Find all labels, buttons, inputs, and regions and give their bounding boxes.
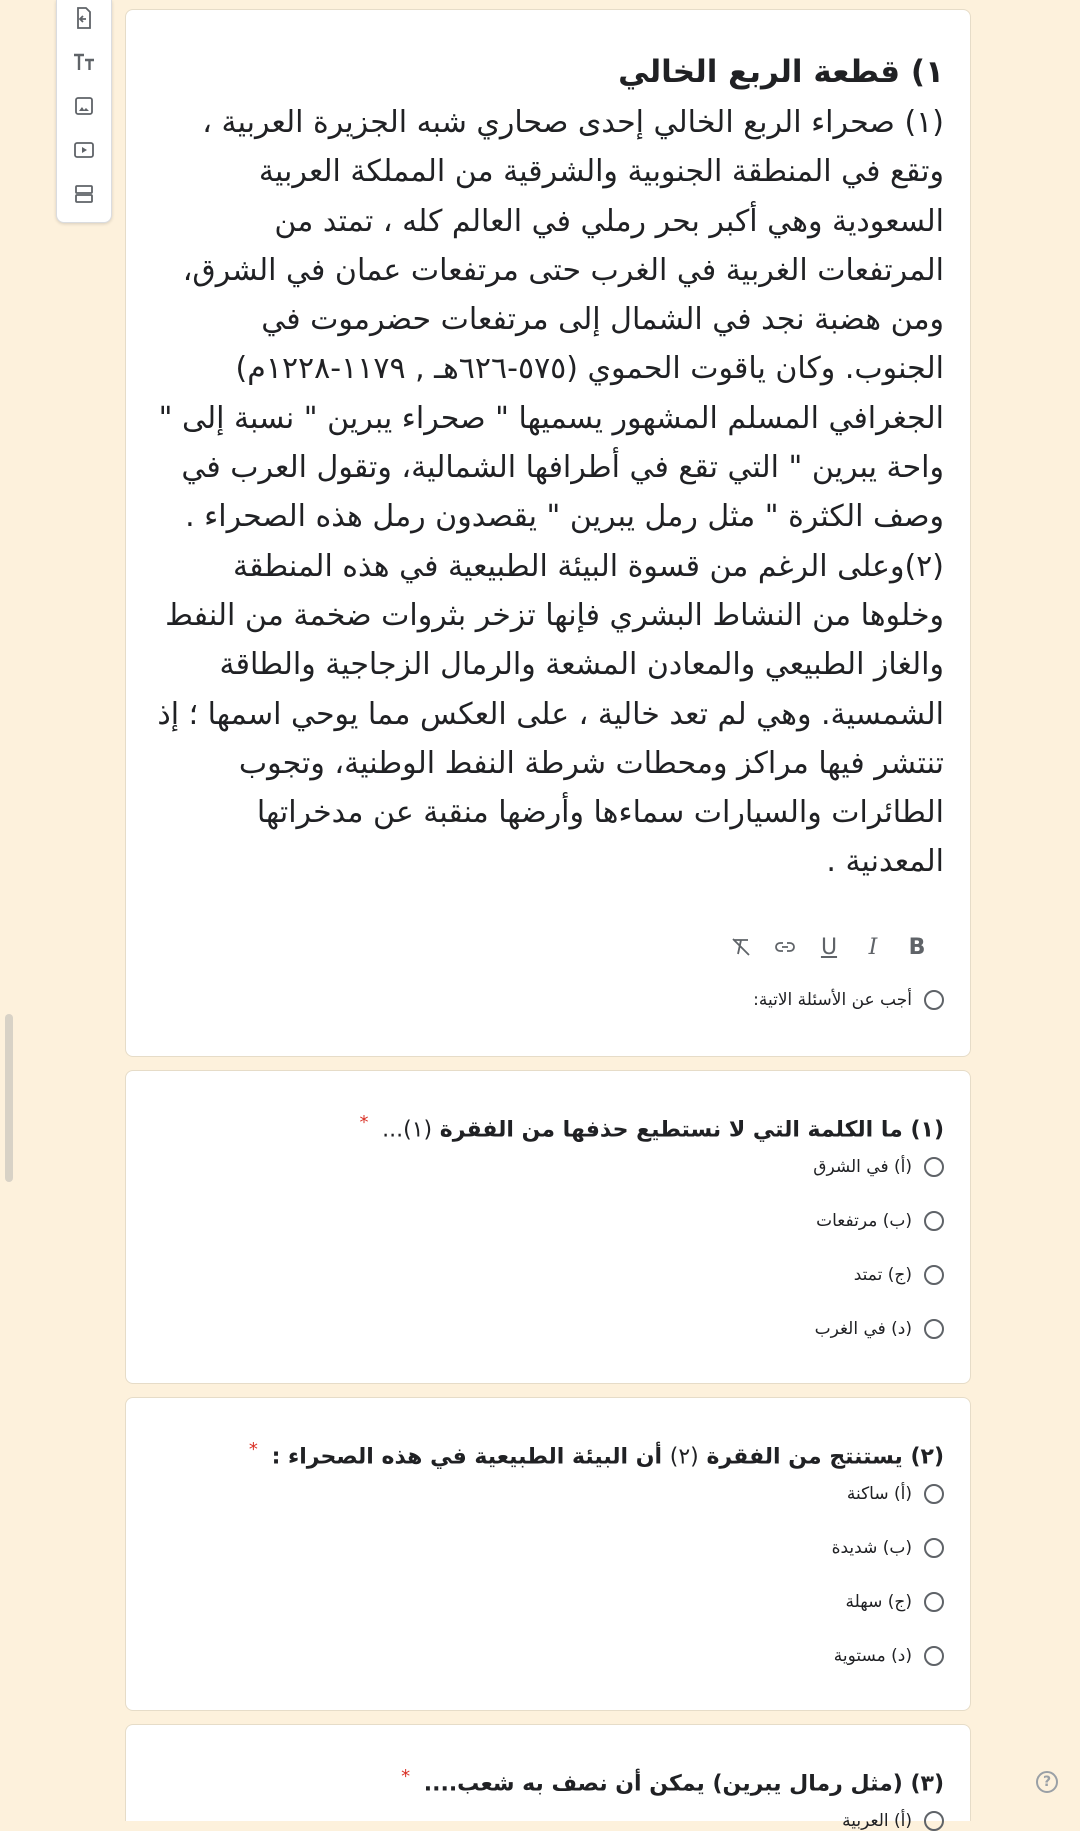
question-text: ما الكلمة التي لا نستطيع حذفها من الفقرة	[439, 1117, 903, 1143]
question-suffix: (١)...	[382, 1117, 433, 1143]
option-c[interactable]	[854, 1265, 944, 1285]
radio-button[interactable]	[924, 1319, 944, 1339]
passage-text	[156, 98, 944, 887]
option-a[interactable]	[813, 1157, 944, 1177]
option-d[interactable]	[834, 1646, 944, 1666]
radio-button[interactable]	[924, 1484, 944, 1504]
required-asterisk: *	[401, 1766, 411, 1787]
question-text-2: أن البيئة الطبيعية في هذه الصحراء :	[271, 1444, 663, 1470]
option-label: أجب عن الأسئلة الاتية:	[753, 990, 912, 1010]
question-number: (١)	[910, 1117, 944, 1143]
option-label: (ج) تمتد	[853, 1265, 912, 1285]
option-a[interactable]	[847, 1484, 944, 1504]
radio-button[interactable]	[924, 1211, 944, 1231]
option-label: (د) مستوية	[833, 1646, 912, 1666]
question-title	[166, 1434, 944, 1473]
radio-option[interactable]	[753, 990, 944, 1010]
question-title	[166, 1107, 944, 1146]
add-section-icon[interactable]	[57, 174, 111, 214]
question-card-3[interactable]	[125, 1724, 971, 1831]
passage-paragraph-2: (٢)وعلى الرغم من قسوة البيئة الطبيعية في هذه المنطقة وخلوها من النشاط البشري فإنها تزخر بثروات ضخمة من النفط والغاز الطبيعي والمعادن المشعة والرمال الزجاجية والطاقة الشمسية. وهي لم تعد خالية ، على العكس مما يوحي اسمها ؛ إذ تنتشر فيها مراكز ومحطات شرطة النفط الوطنية، وتجوب الطائرات والسيارات سماءها وأرضها منقبة عن مدخراتها المعدنية .	[157, 548, 944, 880]
scrollbar[interactable]	[5, 1014, 13, 1182]
required-asterisk: *	[359, 1112, 369, 1133]
question-number: (٢)	[910, 1444, 944, 1470]
option-label: (أ) ساكنة	[846, 1484, 912, 1504]
radio-button[interactable]	[924, 1265, 944, 1285]
italic-icon[interactable]: I	[868, 934, 878, 960]
clear-format-icon[interactable]	[728, 934, 754, 960]
add-title-icon[interactable]	[57, 42, 111, 82]
option-b[interactable]	[832, 1538, 944, 1558]
underline-icon[interactable]: U	[820, 934, 838, 960]
required-asterisk: *	[248, 1439, 258, 1460]
option-label: (ب) مرتفعات	[816, 1211, 912, 1231]
option-b[interactable]	[816, 1211, 944, 1231]
import-questions-icon[interactable]	[57, 0, 111, 38]
option-c[interactable]	[846, 1592, 944, 1612]
question-card-2[interactable]	[125, 1397, 971, 1711]
add-video-icon[interactable]	[57, 130, 111, 170]
passage-paragraph-1: (١) صحراء الربع الخالي إحدى صحاري شبه الجزيرة العربية ، وتقع في المنطقة الجنوبية والشرقية من المملكة العربية السعودية وهي أكبر بحر رملي في العالم كله ، تمتد من المرتفعات الغربية في الغرب حتى مرتفعات عمان في الشرق، ومن هضبة نجد في الشمال إلى مرتفعات حضرموت في الجنوب. وكان ياقوت الحموي (٥٧٥-٦٢٦هـ , ١١٧٩-١٢٢٨م) الجغرافي المسلم المشهور يسميها " صحراء يبرين " نسبة إلى " واحة يبرين " التي تقع في أطرافها الشمالية، وتقول العرب في وصف الكثرة " مثل رمل يبرين " يقصدون رمل هذه الصحراء .	[158, 105, 944, 535]
floating-toolbar	[56, 0, 112, 223]
passage-title: ١) قطعة الربع الخالي	[618, 54, 944, 90]
radio-button[interactable]	[924, 1157, 944, 1177]
question-text: (مثل رمال يبرين) يمكن أن نصف به شعب....	[423, 1771, 903, 1797]
add-image-icon[interactable]	[57, 86, 111, 126]
option-label: (ج) سهلة	[845, 1592, 912, 1612]
radio-button[interactable]	[924, 1592, 944, 1612]
option-a[interactable]	[842, 1811, 944, 1831]
radio-button[interactable]	[924, 990, 944, 1010]
question-number: (٣)	[910, 1771, 944, 1797]
radio-button[interactable]	[924, 1646, 944, 1666]
format-toolbar	[728, 934, 930, 960]
option-label: (أ) في الشرق	[813, 1157, 912, 1177]
question-card-1[interactable]	[125, 1070, 971, 1384]
radio-button[interactable]	[924, 1811, 944, 1831]
question-paragraph-ref: (٢)	[669, 1444, 699, 1470]
help-icon[interactable]: ?	[1036, 1771, 1058, 1793]
question-title	[166, 1761, 944, 1800]
option-d[interactable]	[815, 1319, 944, 1339]
bold-icon[interactable]: B	[908, 934, 926, 960]
question-text: يستنتج من الفقرة	[706, 1444, 903, 1470]
option-label: (أ) العربية	[842, 1811, 912, 1831]
radio-button[interactable]	[924, 1538, 944, 1558]
option-label: (د) في الغرب	[814, 1319, 912, 1339]
option-label: (ب) شديدة	[831, 1538, 912, 1558]
passage-card[interactable]	[125, 9, 971, 1057]
link-icon[interactable]	[772, 934, 798, 960]
